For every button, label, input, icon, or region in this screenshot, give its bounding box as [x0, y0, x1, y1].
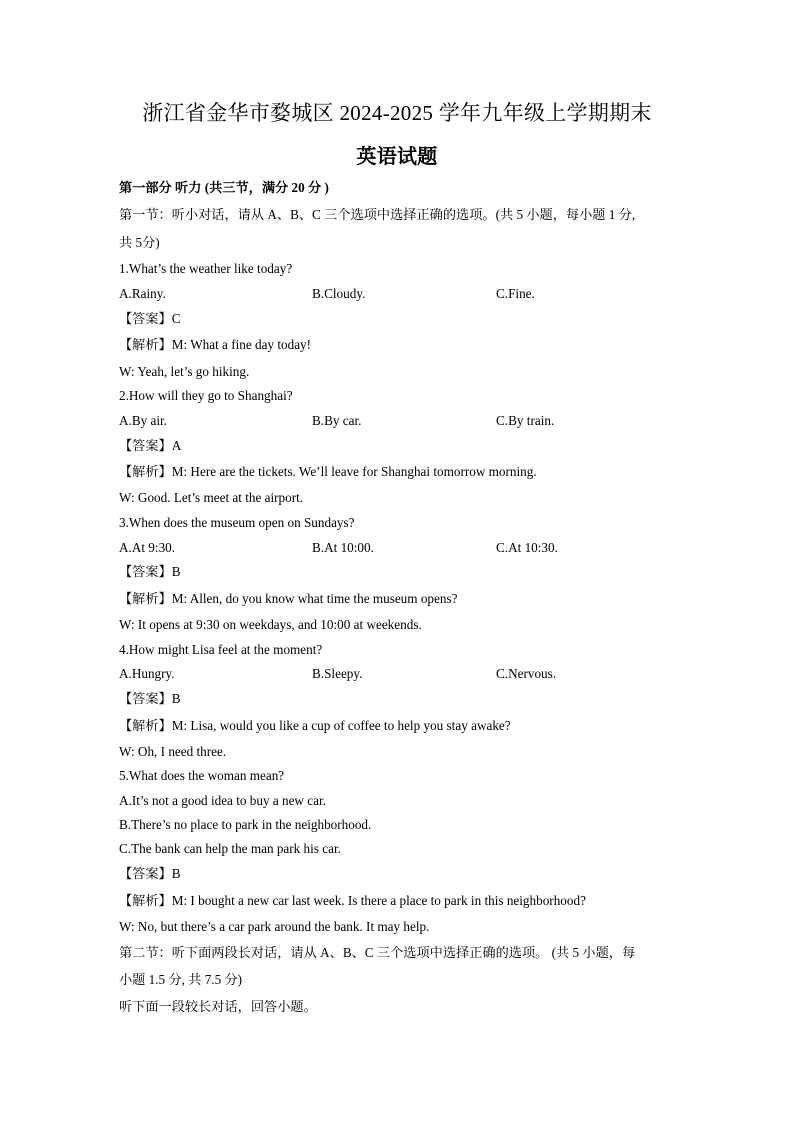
q3-analysis: 【解析】M: Allen, do you know what time the museum opens? — [119, 591, 458, 606]
q5-option-b: B.There’s no place to park in the neighborhood. — [119, 817, 372, 832]
q2-option-c: C.By train. — [496, 413, 555, 428]
q2-dialogue-line: W: Good. Let’s meet at the airport. — [119, 490, 304, 505]
q4-option-a: A.Hungry. — [119, 666, 175, 681]
section1-instructions: 第一节：听小对话，请从 A、B、C 三个选项中选择正确的选项。(共 5 小题，每小题 1 分, — [119, 207, 636, 222]
q5-answer: 【答案】B — [119, 866, 181, 881]
q3-option-b: B.At 10:00. — [312, 540, 374, 555]
q5-option-c: C.The bank can help the man park his car. — [119, 841, 341, 856]
q5-option-a: A.It’s not a good idea to buy a new car. — [119, 793, 326, 808]
q1-option-a: A.Rainy. — [119, 286, 166, 301]
q1-dialogue-line: W: Yeah, let’s go hiking. — [119, 364, 250, 379]
q3-dialogue-line: W: It opens at 9:30 on weekdays, and 10:00 at weekends. — [119, 617, 422, 632]
section2-instructions: 第二节：听下面两段长对话，请从 A、B、C 三个选项中选择正确的选项。 (共 5 小题，每 — [119, 945, 636, 960]
q5-analysis: 【解析】M: I bought a new car last week. Is there a place to park in this neighborhood? — [119, 893, 586, 908]
question-3: 3.When does the museum open on Sundays? — [119, 515, 355, 530]
q4-analysis: 【解析】M: Lisa, would you like a cup of coffee to help you stay awake? — [119, 718, 511, 733]
q3-answer: 【答案】B — [119, 564, 181, 579]
q4-option-c: C.Nervous. — [496, 666, 557, 681]
section1-instructions-cont: 共 5分) — [119, 235, 160, 250]
q2-analysis: 【解析】M: Here are the tickets. We’ll leave for Shanghai tomorrow morning. — [119, 464, 537, 479]
q2-answer: 【答案】A — [119, 438, 182, 453]
q1-option-b: B.Cloudy. — [312, 286, 366, 301]
q1-option-c: C.Fine. — [496, 286, 535, 301]
q4-answer: 【答案】B — [119, 691, 181, 706]
section2-instructions-cont: 小题 1.5 分, 共 7.5 分) — [119, 972, 243, 987]
q2-option-b: B.By car. — [312, 413, 362, 428]
question-4: 4.How might Lisa feel at the moment? — [119, 642, 323, 657]
section2-sub-instruction: 听下面一段较长对话，回答小题。 — [119, 999, 317, 1014]
question-2: 2.How will they go to Shanghai? — [119, 388, 293, 403]
q3-option-c: C.At 10:30. — [496, 540, 558, 555]
question-5: 5.What does the woman mean? — [119, 768, 285, 783]
q4-option-b: B.Sleepy. — [312, 666, 363, 681]
question-1: 1.What’s the weather like today? — [119, 261, 293, 276]
q5-dialogue-line: W: No, but there’s a car park around the bank. It may help. — [119, 919, 430, 934]
q2-option-a: A.By air. — [119, 413, 167, 428]
q3-option-a: A.At 9:30. — [119, 540, 176, 555]
exam-title: 浙江省金华市婺城区 2024-2025 学年九年级上学期期末 — [142, 101, 652, 125]
q1-answer: 【答案】C — [119, 311, 181, 326]
q1-analysis: 【解析】M: What a fine day today! — [119, 337, 312, 352]
exam-subtitle: 英语试题 — [356, 146, 438, 168]
q4-dialogue-line: W: Oh, I need three. — [119, 744, 227, 759]
part1-heading: 第一部分 听力 (共三节，满分 20 分 ) — [119, 180, 329, 195]
